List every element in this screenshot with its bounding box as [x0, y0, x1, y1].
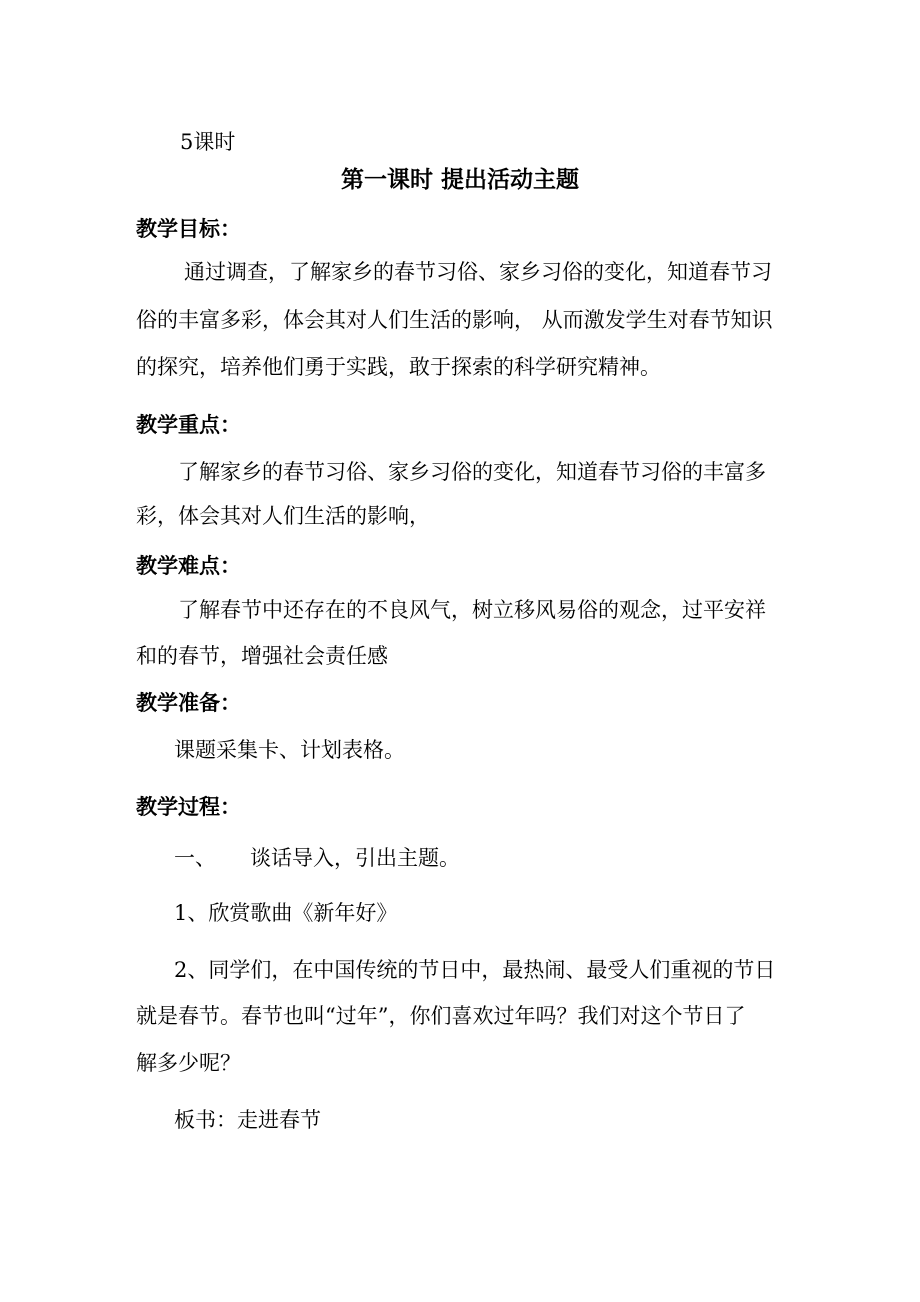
- board-note: 板书：走进春节: [174, 1108, 321, 1132]
- process-section-1: [174, 844, 460, 872]
- key-points-line-1: 了解家乡的春节习俗、家乡习俗的变化，知道春节习俗的丰富多: [178, 460, 766, 484]
- preparation-heading: 教学准备：: [136, 691, 241, 715]
- difficulties-line-1: 了解春节中还存在的不良风气，树立移风易俗的观念，过平安祥: [178, 598, 766, 622]
- process-item-2-line-2: 就是春节。春节也叫“过年”，你们喜欢过年吗？我们对这个节日了: [136, 1004, 746, 1028]
- section-text: 谈话导入，引出主题。: [250, 846, 460, 870]
- process-item-2-line-3: 解多少呢？: [136, 1051, 241, 1075]
- goal-line-1: 通过调查，了解家乡的春节习俗、家乡习俗的变化，知道春节习: [184, 260, 772, 284]
- process-heading: 教学过程：: [136, 795, 241, 819]
- process-item-1: 1、欣赏歌曲《新年好》: [174, 901, 398, 925]
- goal-heading: 教学目标：: [136, 217, 241, 241]
- goal-line-3: 的探究，培养他们勇于实践，敢于探索的科学研究精神。: [136, 355, 661, 379]
- key-points-heading: 教学重点：: [136, 413, 241, 437]
- key-points-line-2: 彩，体会其对人们生活的影响，: [136, 504, 430, 528]
- difficulties-heading: 教学难点：: [136, 554, 241, 578]
- lesson-title: 第一课时 提出活动主题: [340, 167, 579, 193]
- difficulties-line-2: 和的春节，增强社会责任感: [136, 644, 388, 668]
- preparation-line-1: 课题采集卡、计划表格。: [174, 738, 405, 762]
- period-note: 5课时: [180, 130, 236, 154]
- section-number: 一、: [174, 846, 216, 870]
- process-item-2-line-1: 2、同学们，在中国传统的节日中，最热闹、最受人们重视的节日: [174, 958, 776, 982]
- goal-line-2: 俗的丰富多彩，体会其对人们生活的影响， 从而激发学生对春节知识: [136, 308, 773, 332]
